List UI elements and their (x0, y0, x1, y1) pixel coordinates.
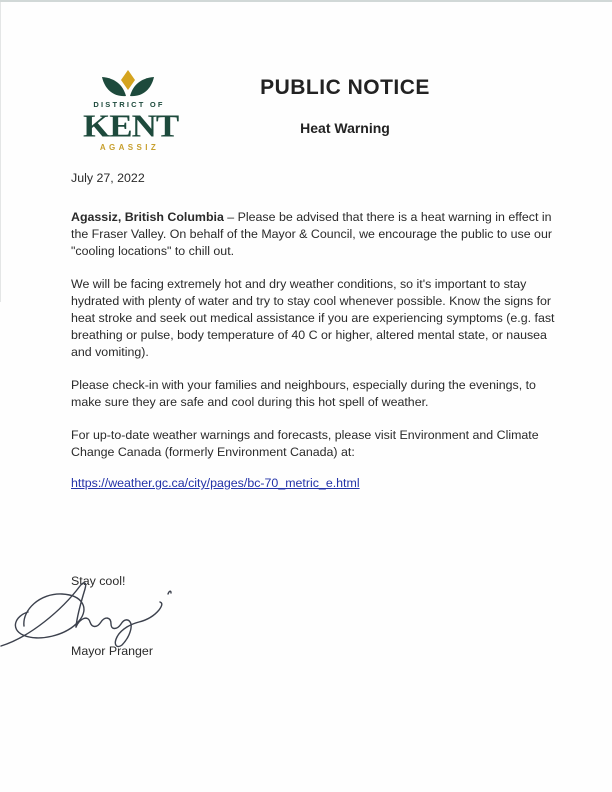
scan-artifact-top (0, 0, 612, 2)
page-title: PUBLIC NOTICE (260, 76, 430, 99)
signer-name: Mayor Pranger (71, 644, 153, 658)
logo-kent-text: KENT (83, 107, 179, 144)
notice-header (233, 76, 457, 136)
paragraph-intro-rest: – Please be advised that there is a heat warning in effect in the Fraser Valley. On behalf of the Mayor & Council, we encourage the public to use our "cooling locations" to chill out. (71, 210, 552, 258)
district-of-kent-logo (83, 70, 179, 152)
date-line: July 27, 2022 (71, 171, 145, 185)
closing-text: Stay cool! (71, 574, 126, 588)
paragraph-heat-advice: We will be facing extremely hot and dry weather conditions, so it's important to stay hydrated with plenty of water and try to stay cool whenever possible. Know the signs for heat stroke and seek out medical assistance if you are experiencing symptoms (e.g. fast breathing or pulse, body temperature of 40 C or higher, altered mental state, or nausea and vomiting). (71, 277, 555, 359)
scan-artifact-left (0, 2, 1, 302)
logo-district-of-text: DISTRICT OF (93, 100, 165, 109)
letter-body (71, 170, 558, 508)
weather-link[interactable]: https://weather.gc.ca/city/pages/bc-70_metric_e.html (71, 476, 360, 490)
kent-leaf-diamond-icon (99, 70, 157, 100)
page-subtitle: Heat Warning (300, 120, 390, 136)
paragraph-forecast: For up-to-date weather warnings and forecasts, please visit Environment and Climate Change Canada (formerly Environment Canada) at: (71, 428, 539, 459)
paragraph-check-in: Please check-in with your families and neighbours, especially during the evenings, to make sure they are safe and cool during this hot spell of weather. (71, 378, 536, 409)
logo-agassiz-text: AGASSIZ (99, 142, 160, 152)
link-line (71, 475, 558, 492)
mayor-signature (0, 580, 200, 652)
paragraph-intro-lead: Agassiz, British Columbia (71, 210, 224, 224)
paragraph-intro (71, 209, 558, 260)
